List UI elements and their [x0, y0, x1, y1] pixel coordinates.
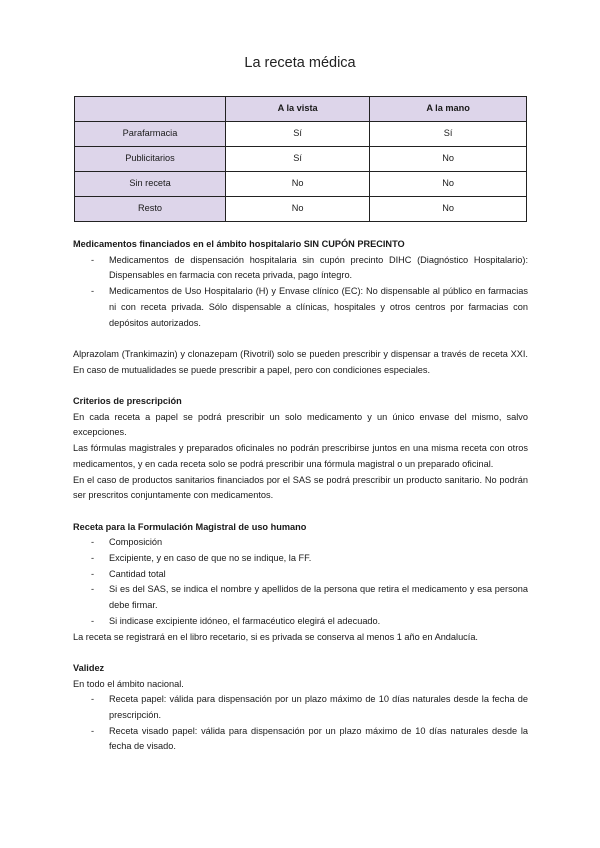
- formulacion-footer: La receta se registrará en el libro recetario, si es privada se conserva al menos 1 año en Andalucía.: [73, 631, 478, 642]
- row-label: Resto: [75, 197, 226, 222]
- row-label: Parafarmacia: [75, 122, 226, 147]
- row-label: Publicitarios: [75, 147, 226, 172]
- document-body: [73, 237, 528, 755]
- financiados-list: [73, 253, 528, 332]
- validez-list: [73, 692, 528, 755]
- cell-vista: Sí: [226, 122, 370, 147]
- paragraph: En el caso de productos sanitarios financiados por el SAS se podrá prescribir un producto sanitario. No podrán ser prescritos conjuntamente con medicamentos.: [73, 474, 528, 501]
- cell-vista: Sí: [226, 147, 370, 172]
- table-row: [75, 197, 527, 222]
- table-row: [75, 172, 527, 197]
- row-label: Sin receta: [75, 172, 226, 197]
- table-header-mano: A la mano: [370, 97, 527, 122]
- formulacion-list: [73, 535, 528, 629]
- section-heading-validez: Validez: [73, 662, 105, 673]
- list-item: - Receta papel: válida para dispensación por un plazo máximo de 10 días naturales desde la fecha de prescripción.: [73, 692, 528, 723]
- alprazolam-paragraph: Alprazolam (Trankimazin) y clonazepam (Rivotril) solo se pueden prescribir y dispensar a través de receta XXI. En caso de mutualidades se puede prescribir a papel, pero con condiciones especiales.: [73, 348, 528, 375]
- section-heading-financiados: Medicamentos financiados en el ámbito hospitalario SIN CUPÓN PRECINTO: [73, 239, 405, 249]
- list-item: - Medicamentos de dispensación hospitalaria sin cupón precinto DIHC (Diagnóstico Hospitalario): Dispensables en farmacia con receta privada, pago íntegro.: [73, 253, 528, 284]
- list-item: - Receta visado papel: válida para dispensación por un plazo máximo de 10 días naturales desde la fecha de visado.: [73, 724, 528, 755]
- cell-mano: No: [370, 147, 527, 172]
- page-title: La receta médica: [244, 55, 356, 71]
- table-row: [75, 147, 527, 172]
- table-row: [75, 122, 527, 147]
- cell-mano: Sí: [370, 122, 527, 147]
- cell-vista: No: [226, 172, 370, 197]
- table-header-row: [75, 97, 527, 122]
- list-item: - Si es del SAS, se indica el nombre y apellidos de la persona que retira el medicamento y esa persona debe firmar.: [73, 582, 528, 613]
- section-heading-formulacion: Receta para la Formulación Magistral de uso humano: [73, 521, 307, 532]
- list-item: - Si indicase excipiente idóneo, el farmacéutico elegirá el adecuado.: [73, 614, 528, 630]
- cell-mano: No: [370, 172, 527, 197]
- table-header-empty: [75, 97, 226, 122]
- list-item: - Cantidad total: [73, 567, 528, 583]
- list-item: - Medicamentos de Uso Hospitalario (H) y Envase clínico (EC): No dispensable al público en farmacias ni con receta privada. Sólo dispensable a clínicas, hospitales y otros centros por farmacias con depósitos autorizados.: [73, 284, 528, 331]
- paragraph: En cada receta a papel se podrá prescribir un solo medicamento y un único envase del mismo, salvo excepciones.: [73, 411, 528, 438]
- comparison-table: [74, 96, 527, 222]
- cell-mano: No: [370, 197, 527, 222]
- table-header-vista: A la vista: [226, 97, 370, 122]
- cell-vista: No: [226, 197, 370, 222]
- list-item: - Excipiente, y en caso de que no se indique, la FF.: [73, 551, 528, 567]
- paragraph: Las fórmulas magistrales y preparados oficinales no podrán prescribirse juntos en una misma receta con otros medicamentos, y en cada receta solo se podrá prescribir una fórmula magistral o un preparado oficinal.: [73, 443, 528, 469]
- section-heading-criterios: Criterios de prescripción: [73, 396, 182, 406]
- validez-intro: En todo el ámbito nacional.: [73, 678, 184, 689]
- list-item: - Composición: [73, 535, 528, 551]
